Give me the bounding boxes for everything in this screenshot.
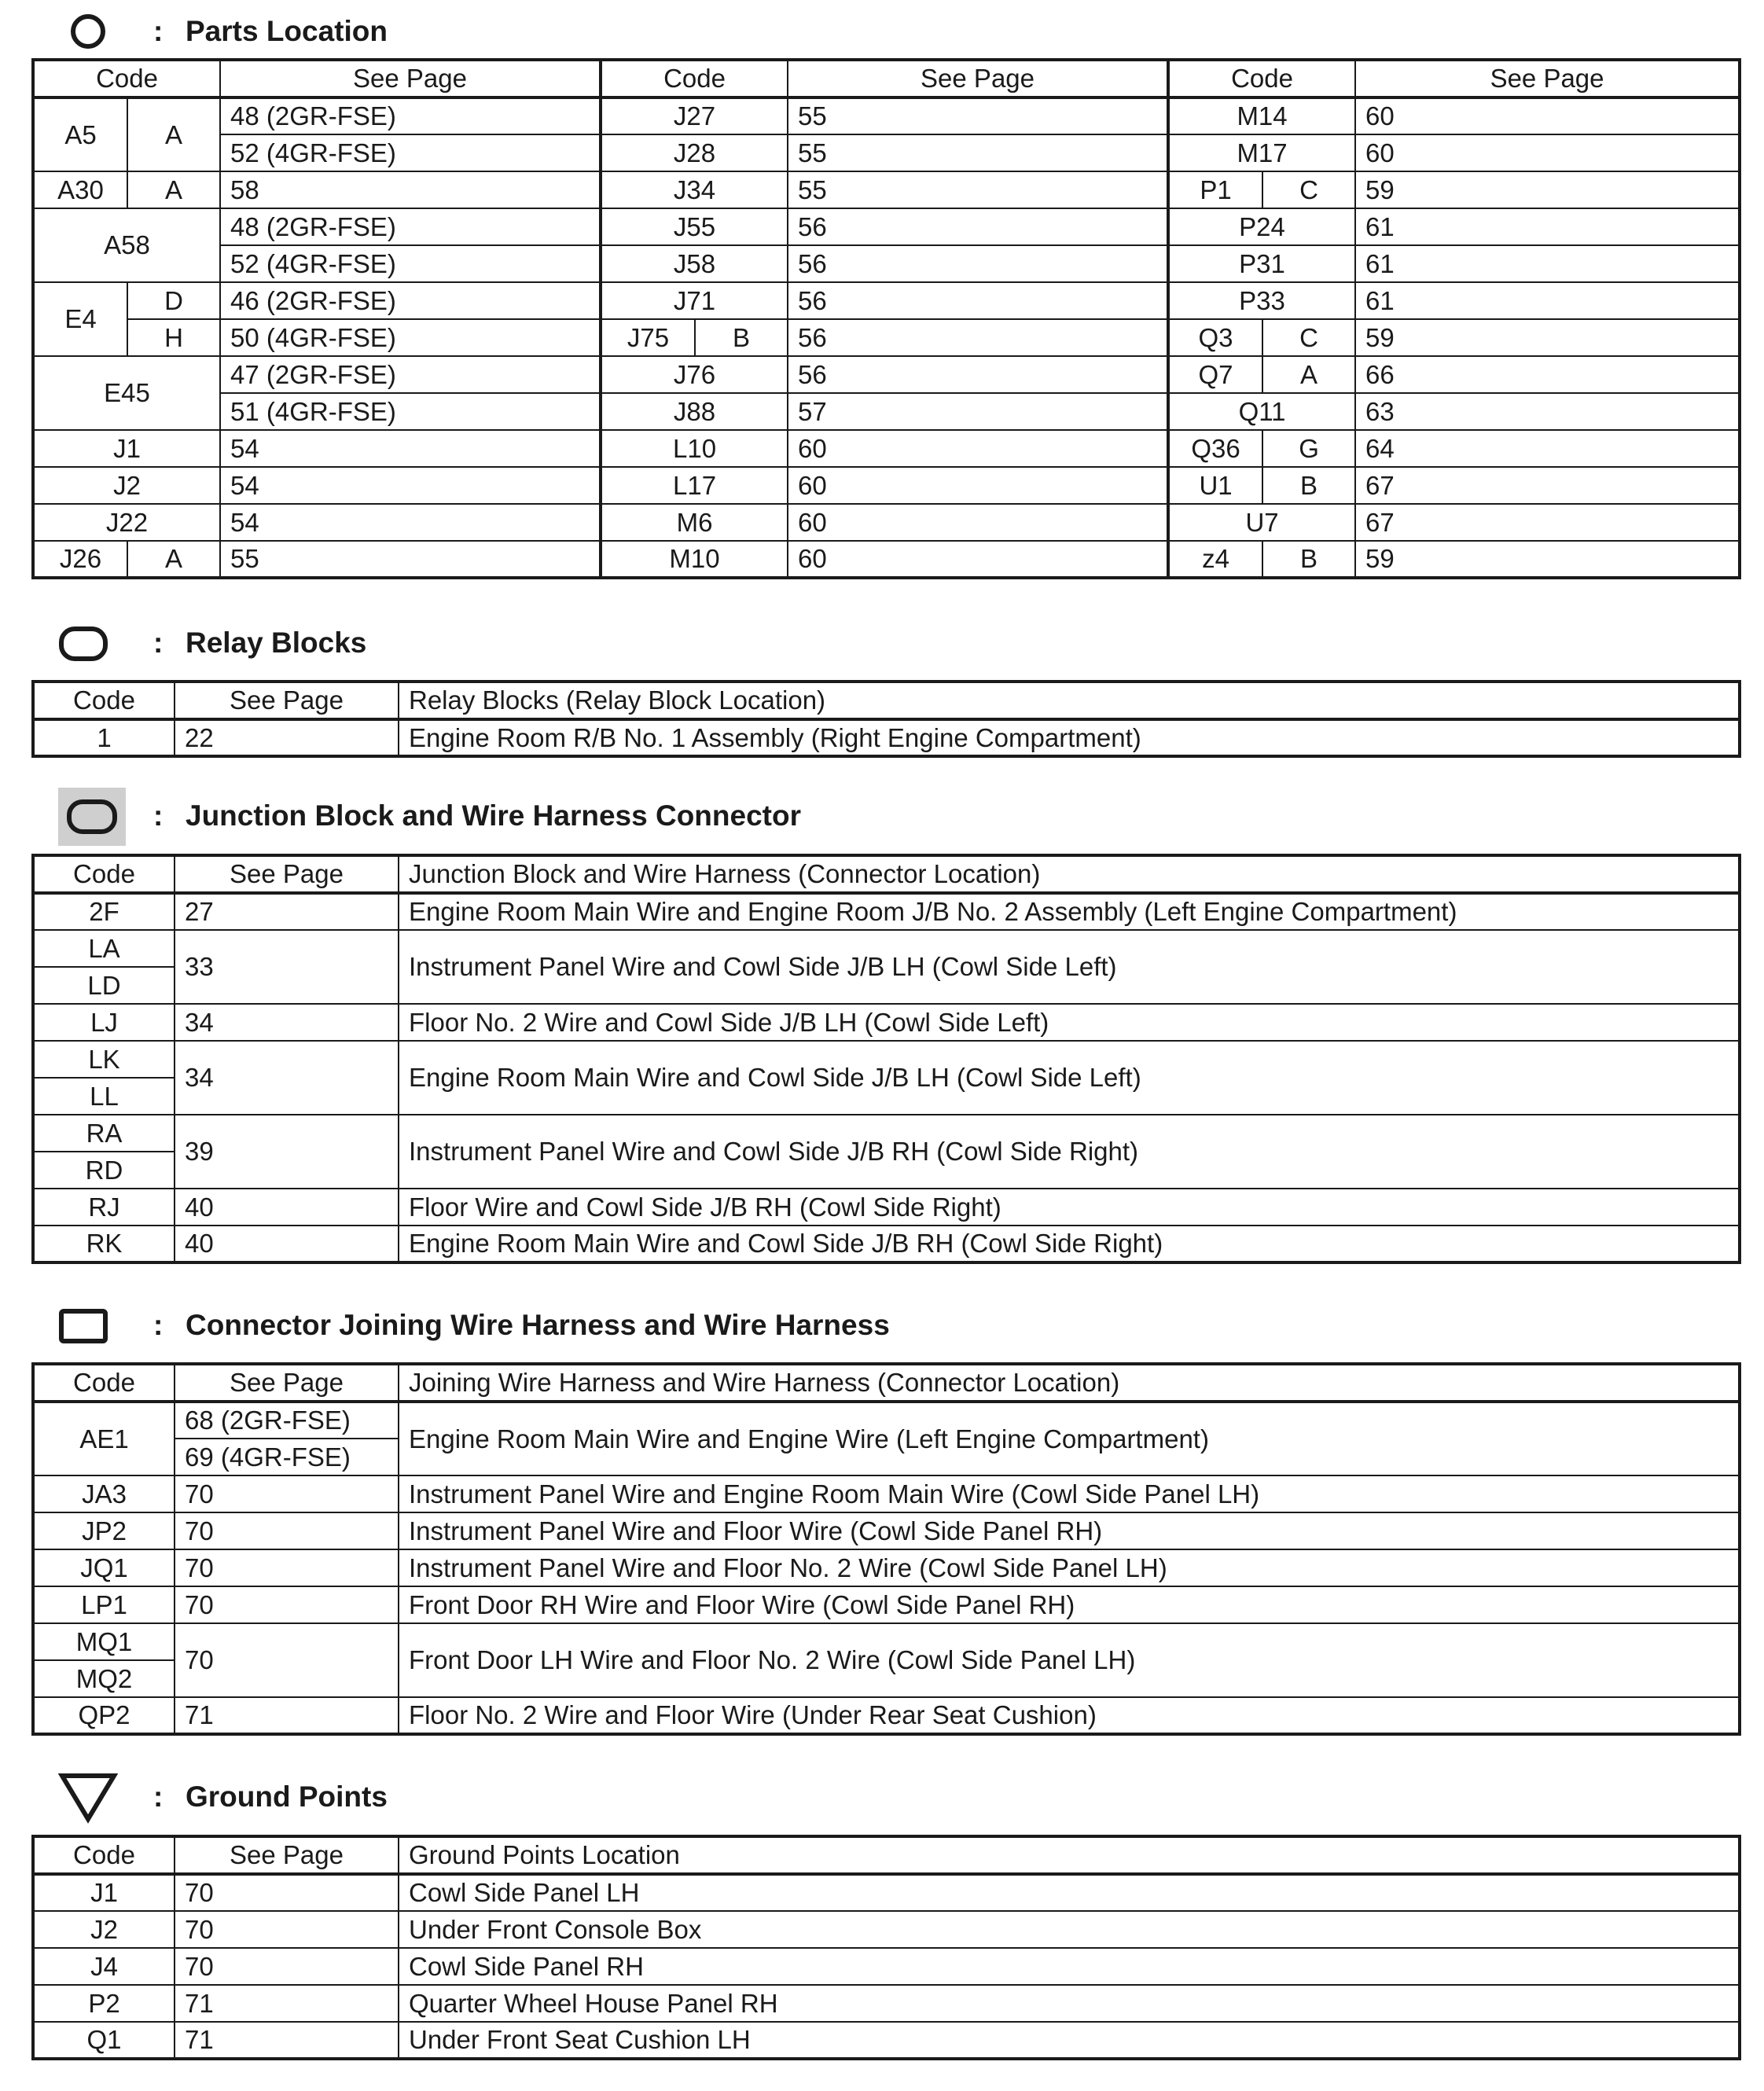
table-row <box>33 1115 1740 1152</box>
see-page-cell: 64 <box>1355 430 1740 467</box>
code-cell: U7 <box>1168 504 1355 541</box>
description-cell: Floor Wire and Cowl Side J/B RH (Cowl Side Right) <box>399 1189 1740 1226</box>
table-row <box>33 893 1740 930</box>
see-page-cell: 60 <box>788 430 1168 467</box>
see-page-cell: 48 (2GR-FSE) <box>220 208 601 245</box>
see-page-cell: 39 <box>175 1115 399 1189</box>
description-cell: Instrument Panel Wire and Cowl Side J/B LH (Cowl Side Left) <box>399 930 1740 1004</box>
code-cell: M10 <box>601 541 788 578</box>
table-row <box>33 171 1740 208</box>
header-see-page: See Page <box>175 1364 399 1402</box>
see-page-cell: 52 (4GR-FSE) <box>220 245 601 282</box>
circle-icon <box>69 13 107 50</box>
section-colon: : <box>153 15 164 47</box>
see-page-cell: 56 <box>788 245 1168 282</box>
shaded-rounded-rect-icon <box>58 788 126 846</box>
table-row <box>33 1948 1740 1985</box>
table-row <box>33 504 1740 541</box>
code-cell: P2 <box>33 1985 175 2022</box>
description-cell: Instrument Panel Wire and Floor Wire (Cowl Side Panel RH) <box>399 1512 1740 1549</box>
table-row <box>33 1623 1740 1660</box>
table-row <box>33 1512 1740 1549</box>
see-page-cell: 55 <box>220 541 601 578</box>
see-page-cell: 22 <box>175 719 399 756</box>
see-page-cell: 61 <box>1355 245 1740 282</box>
section-colon: : <box>153 1780 164 1813</box>
description-cell: Engine Room Main Wire and Cowl Side J/B LH (Cowl Side Left) <box>399 1041 1740 1115</box>
square-rect-icon <box>58 1308 108 1344</box>
sub-code-cell: A <box>1262 356 1355 393</box>
see-page-cell: 59 <box>1355 319 1740 356</box>
table-header-row <box>33 682 1740 719</box>
see-page-cell: 71 <box>175 2022 399 2059</box>
code-cell: Q11 <box>1168 393 1355 430</box>
junction-block-header <box>0 785 1764 847</box>
code-cell: J88 <box>601 393 788 430</box>
description-cell: Under Front Seat Cushion LH <box>399 2022 1740 2059</box>
header-code: Code <box>33 682 175 719</box>
code-cell: P31 <box>1168 245 1355 282</box>
code-cell: A5 <box>33 97 127 171</box>
code-cell: J1 <box>33 1874 175 1911</box>
code-cell: z4 <box>1168 541 1262 578</box>
code-cell: JQ1 <box>33 1549 175 1586</box>
sub-code-cell: H <box>127 319 220 356</box>
code-cell: RD <box>33 1152 175 1189</box>
section-title: Connector Joining Wire Harness and Wire Harness <box>186 1309 890 1341</box>
sub-code-cell: B <box>1262 467 1355 504</box>
sub-code-cell: A <box>127 171 220 208</box>
see-page-cell: 70 <box>175 1549 399 1586</box>
header-see-page: See Page <box>788 60 1168 97</box>
see-page-cell: 55 <box>788 171 1168 208</box>
see-page-cell: 34 <box>175 1041 399 1115</box>
see-page-cell: 70 <box>175 1475 399 1512</box>
see-page-cell: 57 <box>788 393 1168 430</box>
see-page-cell: 54 <box>220 430 601 467</box>
table-row <box>33 1475 1740 1512</box>
see-page-cell: 61 <box>1355 208 1740 245</box>
see-page-cell: 40 <box>175 1189 399 1226</box>
sub-code-cell: B <box>695 319 788 356</box>
sub-code-cell: D <box>127 282 220 319</box>
see-page-cell: 70 <box>175 1948 399 1985</box>
section-title: Junction Block and Wire Harness Connector <box>186 799 801 832</box>
code-cell: LL <box>33 1078 175 1115</box>
connector-joining-header <box>0 1294 1764 1357</box>
section-title: Parts Location <box>186 15 388 47</box>
code-cell: MQ1 <box>33 1623 175 1660</box>
table-row <box>33 245 1740 282</box>
see-page-cell: 51 (4GR-FSE) <box>220 393 601 430</box>
table-row <box>33 1874 1740 1911</box>
see-page-cell: 54 <box>220 467 601 504</box>
code-cell: J34 <box>601 171 788 208</box>
see-page-cell: 70 <box>175 1623 399 1697</box>
relay-blocks-table <box>31 680 1741 758</box>
rounded-rect-icon <box>58 626 108 662</box>
table-row <box>33 1226 1740 1262</box>
see-page-cell: 60 <box>788 541 1168 578</box>
code-cell: A58 <box>33 208 220 282</box>
sub-code-cell: C <box>1262 171 1355 208</box>
code-cell: J22 <box>33 504 220 541</box>
code-cell: J71 <box>601 282 788 319</box>
code-cell: J75 <box>601 319 695 356</box>
section-title: Ground Points <box>186 1780 388 1813</box>
code-cell: M17 <box>1168 134 1355 171</box>
table-row <box>33 97 1740 134</box>
see-page-cell: 70 <box>175 1512 399 1549</box>
header-see-page: See Page <box>175 855 399 893</box>
see-page-cell: 48 (2GR-FSE) <box>220 97 601 134</box>
code-cell: Q3 <box>1168 319 1262 356</box>
table-row <box>33 1041 1740 1078</box>
see-page-cell: 34 <box>175 1004 399 1041</box>
description-cell: Front Door LH Wire and Floor No. 2 Wire (Cowl Side Panel LH) <box>399 1623 1740 1697</box>
table-row <box>33 2022 1740 2059</box>
code-cell: Q36 <box>1168 430 1262 467</box>
see-page-cell: 56 <box>788 208 1168 245</box>
see-page-cell: 66 <box>1355 356 1740 393</box>
see-page-cell: 70 <box>175 1874 399 1911</box>
description-cell: Instrument Panel Wire and Floor No. 2 Wire (Cowl Side Panel LH) <box>399 1549 1740 1586</box>
table-row <box>33 467 1740 504</box>
see-page-cell: 68 (2GR-FSE) <box>175 1402 399 1439</box>
section-title: Relay Blocks <box>186 627 367 659</box>
see-page-cell: 33 <box>175 930 399 1004</box>
see-page-cell: 40 <box>175 1226 399 1262</box>
code-cell: LD <box>33 967 175 1004</box>
code-cell: J55 <box>601 208 788 245</box>
table-row <box>33 356 1740 393</box>
header-description: Joining Wire Harness and Wire Harness (Connector Location) <box>399 1364 1740 1402</box>
table-row <box>33 393 1740 430</box>
code-cell: AE1 <box>33 1402 175 1475</box>
see-page-cell: 60 <box>788 504 1168 541</box>
ground-points-table <box>31 1835 1741 2060</box>
see-page-cell: 61 <box>1355 282 1740 319</box>
see-page-cell: 60 <box>788 467 1168 504</box>
header-code: Code <box>1168 60 1355 97</box>
table-header-row <box>33 60 1740 97</box>
see-page-cell: 56 <box>788 356 1168 393</box>
code-cell: E45 <box>33 356 220 430</box>
code-cell: J4 <box>33 1948 175 1985</box>
see-page-cell: 59 <box>1355 541 1740 578</box>
header-code: Code <box>33 60 220 97</box>
description-cell: Instrument Panel Wire and Engine Room Main Wire (Cowl Side Panel LH) <box>399 1475 1740 1512</box>
see-page-cell: 58 <box>220 171 601 208</box>
code-cell: RK <box>33 1226 175 1262</box>
code-cell: J27 <box>601 97 788 134</box>
description-cell: Under Front Console Box <box>399 1911 1740 1948</box>
header-description: Junction Block and Wire Harness (Connector Location) <box>399 855 1740 893</box>
table-row <box>33 430 1740 467</box>
table-row <box>33 719 1740 756</box>
code-cell: M14 <box>1168 97 1355 134</box>
see-page-cell: 70 <box>175 1586 399 1623</box>
code-cell: RJ <box>33 1189 175 1226</box>
parts-location-header <box>0 0 1764 63</box>
header-code: Code <box>33 1364 175 1402</box>
table-row <box>33 134 1740 171</box>
code-cell: 1 <box>33 719 175 756</box>
code-cell: MQ2 <box>33 1660 175 1697</box>
see-page-cell: 67 <box>1355 504 1740 541</box>
code-cell: LJ <box>33 1004 175 1041</box>
see-page-cell: 55 <box>788 134 1168 171</box>
code-cell: LK <box>33 1041 175 1078</box>
code-cell: J2 <box>33 1911 175 1948</box>
table-header-row <box>33 1836 1740 1874</box>
code-cell: J2 <box>33 467 220 504</box>
see-page-cell: 52 (4GR-FSE) <box>220 134 601 171</box>
description-cell: Cowl Side Panel RH <box>399 1948 1740 1985</box>
down-triangle-icon <box>58 1772 118 1824</box>
code-cell: P24 <box>1168 208 1355 245</box>
code-cell: J28 <box>601 134 788 171</box>
description-cell: Floor No. 2 Wire and Cowl Side J/B LH (Cowl Side Left) <box>399 1004 1740 1041</box>
header-see-page: See Page <box>1355 60 1740 97</box>
table-row <box>33 208 1740 245</box>
code-cell: J1 <box>33 430 220 467</box>
header-code: Code <box>33 855 175 893</box>
connector-joining-table <box>31 1362 1741 1736</box>
description-cell: Instrument Panel Wire and Cowl Side J/B RH (Cowl Side Right) <box>399 1115 1740 1189</box>
code-cell: RA <box>33 1115 175 1152</box>
see-page-cell: 50 (4GR-FSE) <box>220 319 601 356</box>
parts-location-table <box>31 58 1741 579</box>
code-cell: JA3 <box>33 1475 175 1512</box>
description-cell: Cowl Side Panel LH <box>399 1874 1740 1911</box>
code-cell: P1 <box>1168 171 1262 208</box>
code-cell: JP2 <box>33 1512 175 1549</box>
description-cell: Engine Room R/B No. 1 Assembly (Right Engine Compartment) <box>399 719 1740 756</box>
see-page-cell: 55 <box>788 97 1168 134</box>
table-row <box>33 282 1740 319</box>
see-page-cell: 67 <box>1355 467 1740 504</box>
table-row <box>33 1549 1740 1586</box>
table-row <box>33 541 1740 578</box>
see-page-cell: 56 <box>788 282 1168 319</box>
see-page-cell: 47 (2GR-FSE) <box>220 356 601 393</box>
header-description: Relay Blocks (Relay Block Location) <box>399 682 1740 719</box>
code-cell: LP1 <box>33 1586 175 1623</box>
code-cell: Q7 <box>1168 356 1262 393</box>
header-see-page: See Page <box>220 60 601 97</box>
code-cell: 2F <box>33 893 175 930</box>
description-cell: Engine Room Main Wire and Engine Wire (Left Engine Compartment) <box>399 1402 1740 1475</box>
table-row <box>33 1402 1740 1439</box>
code-cell: E4 <box>33 282 127 356</box>
table-row <box>33 1004 1740 1041</box>
code-cell: J26 <box>33 541 127 578</box>
see-page-cell: 71 <box>175 1697 399 1734</box>
table-row <box>33 319 1740 356</box>
table-row <box>33 1697 1740 1734</box>
header-description: Ground Points Location <box>399 1836 1740 1874</box>
sub-code-cell: C <box>1262 319 1355 356</box>
see-page-cell: 69 (4GR-FSE) <box>175 1439 399 1475</box>
table-row <box>33 1586 1740 1623</box>
description-cell: Engine Room Main Wire and Cowl Side J/B RH (Cowl Side Right) <box>399 1226 1740 1262</box>
ground-points-header <box>0 1766 1764 1828</box>
section-colon: : <box>153 799 164 832</box>
code-cell: J58 <box>601 245 788 282</box>
description-cell: Front Door RH Wire and Floor Wire (Cowl Side Panel RH) <box>399 1586 1740 1623</box>
sub-code-cell: A <box>127 97 220 171</box>
description-cell: Floor No. 2 Wire and Floor Wire (Under Rear Seat Cushion) <box>399 1697 1740 1734</box>
header-see-page: See Page <box>175 1836 399 1874</box>
code-cell: U1 <box>1168 467 1262 504</box>
header-see-page: See Page <box>175 682 399 719</box>
code-cell: LA <box>33 930 175 967</box>
section-colon: : <box>153 627 164 659</box>
see-page-cell: 70 <box>175 1911 399 1948</box>
description-cell: Engine Room Main Wire and Engine Room J/B No. 2 Assembly (Left Engine Compartment) <box>399 893 1740 930</box>
code-cell: QP2 <box>33 1697 175 1734</box>
see-page-cell: 63 <box>1355 393 1740 430</box>
description-cell: Quarter Wheel House Panel RH <box>399 1985 1740 2022</box>
sub-code-cell: G <box>1262 430 1355 467</box>
see-page-cell: 56 <box>788 319 1168 356</box>
sub-code-cell: A <box>127 541 220 578</box>
see-page-cell: 46 (2GR-FSE) <box>220 282 601 319</box>
code-cell: A30 <box>33 171 127 208</box>
see-page-cell: 27 <box>175 893 399 930</box>
see-page-cell: 60 <box>1355 134 1740 171</box>
code-cell: L17 <box>601 467 788 504</box>
header-code: Code <box>33 1836 175 1874</box>
code-cell: P33 <box>1168 282 1355 319</box>
see-page-cell: 54 <box>220 504 601 541</box>
see-page-cell: 60 <box>1355 97 1740 134</box>
table-row <box>33 1911 1740 1948</box>
see-page-cell: 59 <box>1355 171 1740 208</box>
relay-blocks-header <box>0 612 1764 674</box>
see-page-cell: 71 <box>175 1985 399 2022</box>
code-cell: L10 <box>601 430 788 467</box>
table-row <box>33 930 1740 967</box>
table-header-row <box>33 855 1740 893</box>
table-header-row <box>33 1364 1740 1402</box>
sub-code-cell: B <box>1262 541 1355 578</box>
junction-block-table <box>31 854 1741 1264</box>
table-row <box>33 1189 1740 1226</box>
code-cell: J76 <box>601 356 788 393</box>
code-cell: Q1 <box>33 2022 175 2059</box>
header-code: Code <box>601 60 788 97</box>
table-row <box>33 1985 1740 2022</box>
section-colon: : <box>153 1309 164 1341</box>
code-cell: M6 <box>601 504 788 541</box>
